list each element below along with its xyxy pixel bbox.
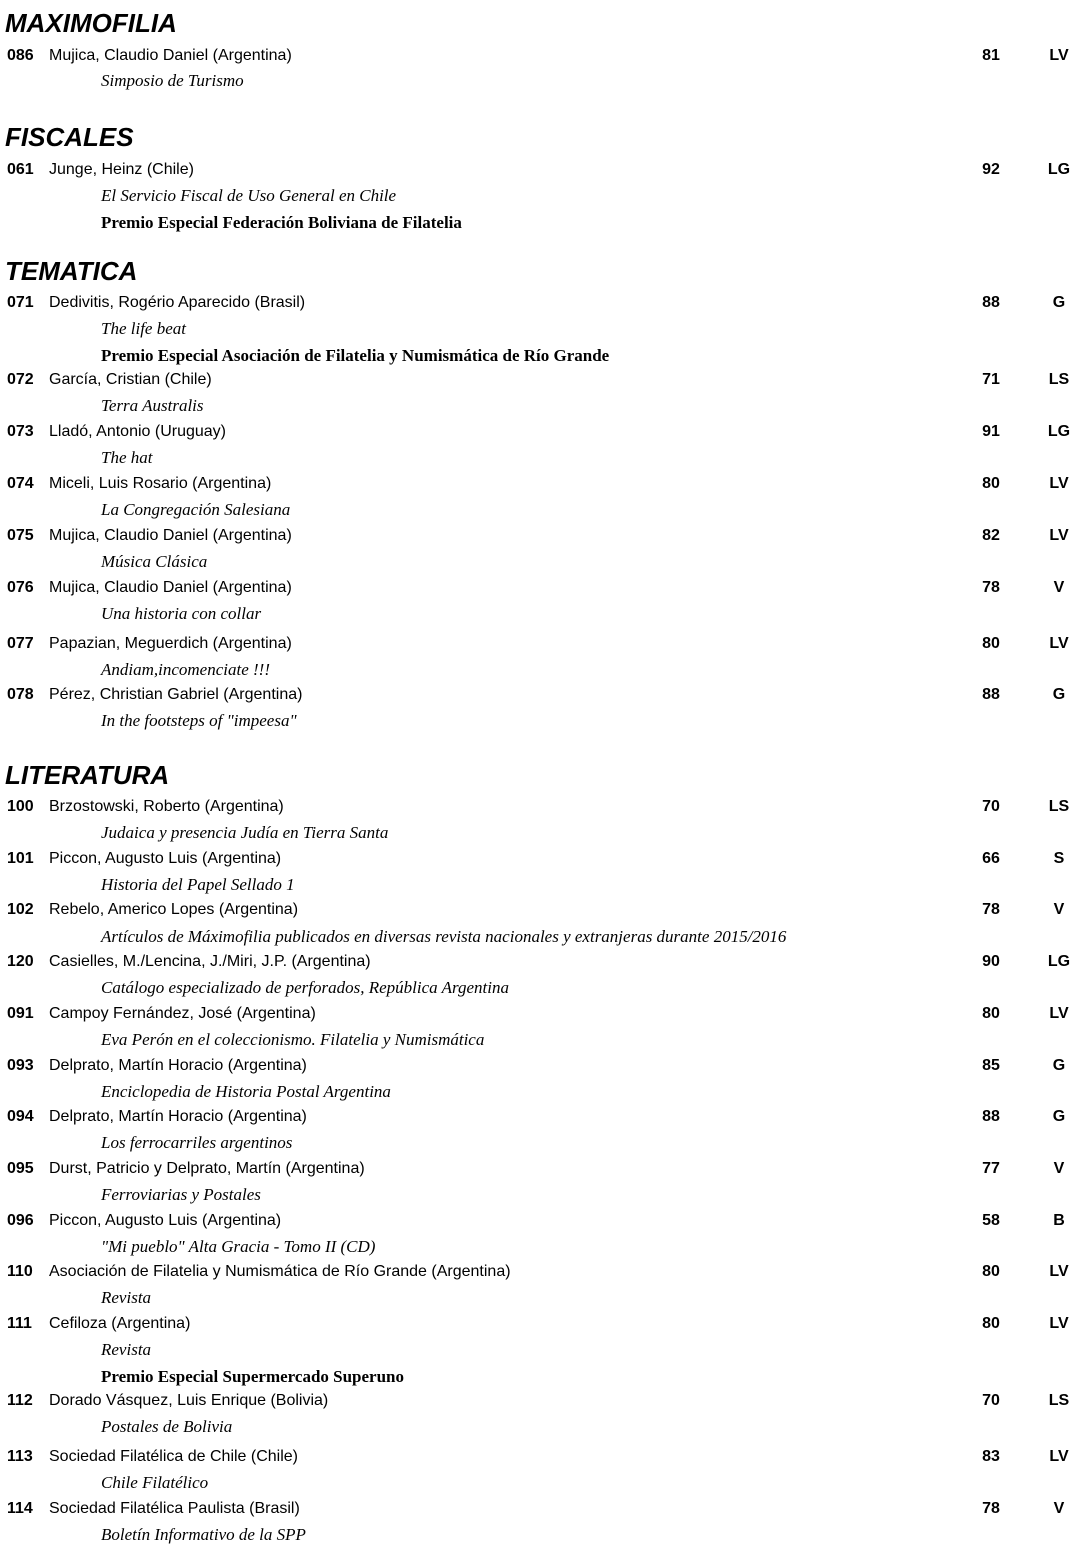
entry-row xyxy=(0,472,1079,496)
exhibitor-name: Casielles, M./Lencina, J./Miri, J.P. (Argentina) xyxy=(49,953,371,970)
entry-number: 072 xyxy=(7,371,34,388)
exhibitor-name: Lladó, Antonio (Uruguay) xyxy=(49,423,226,440)
entry-number: 078 xyxy=(7,686,34,703)
exhibitor-name: Dedivitis, Rogério Aparecido (Brasil) xyxy=(49,294,306,311)
entry-row xyxy=(0,1157,1079,1181)
special-award: Premio Especial Supermercado Superuno xyxy=(101,1367,405,1386)
entry-score: 66 xyxy=(982,850,1000,867)
entry-row xyxy=(0,368,1079,392)
medal-code: B xyxy=(1053,1212,1065,1229)
entry-number: 071 xyxy=(7,294,34,311)
entry-score: 78 xyxy=(982,579,1000,596)
entry-row xyxy=(0,1312,1079,1336)
medal-code: G xyxy=(1052,1108,1066,1125)
entry-number: 114 xyxy=(7,1500,33,1517)
entry-score: 71 xyxy=(982,371,1000,388)
entry-score: 83 xyxy=(982,1448,1000,1465)
entry-row xyxy=(0,1105,1079,1129)
exhibitor-name: Miceli, Luis Rosario (Argentina) xyxy=(49,475,272,492)
exhibit-title: Terra Australis xyxy=(101,396,204,415)
exhibit-title: The hat xyxy=(101,448,153,467)
exhibitor-name: Mujica, Claudio Daniel (Argentina) xyxy=(49,47,292,64)
medal-code: LS xyxy=(1048,1392,1070,1409)
medal-code: V xyxy=(1053,901,1065,918)
exhibit-title: Catálogo especializado de perforados, República Argentina xyxy=(101,978,509,997)
medal-code: LV xyxy=(1049,1448,1069,1465)
exhibit-title: La Congregación Salesiana xyxy=(101,500,291,519)
entry-score: 78 xyxy=(982,901,1000,918)
medal-code: G xyxy=(1052,686,1066,703)
entry-score: 88 xyxy=(982,1108,1000,1125)
exhibit-title: In the footsteps of "impeesa" xyxy=(101,711,297,730)
entry-number: 094 xyxy=(7,1108,34,1125)
medal-code: V xyxy=(1053,1160,1065,1177)
entry-number: 100 xyxy=(7,798,34,815)
entry-score: 58 xyxy=(982,1212,1000,1229)
exhibitor-name: Asociación de Filatelia y Numismática de Río Grande (Argentina) xyxy=(49,1263,511,1280)
exhibitor-name: Rebelo, Americo Lopes (Argentina) xyxy=(49,901,299,918)
entry-number: 102 xyxy=(7,901,34,918)
exhibitor-name: Pérez, Christian Gabriel (Argentina) xyxy=(49,686,303,703)
entry-row xyxy=(0,1497,1079,1521)
medal-code: LV xyxy=(1049,527,1069,544)
exhibitor-name: Mujica, Claudio Daniel (Argentina) xyxy=(49,579,292,596)
entry-score: 78 xyxy=(982,1500,1000,1517)
exhibit-title: The life beat xyxy=(101,319,186,338)
medal-code: LG xyxy=(1047,161,1071,178)
entry-number: 093 xyxy=(7,1057,34,1074)
entry-number: 091 xyxy=(7,1005,34,1022)
exhibit-title: Eva Perón en el coleccionismo. Filatelia y Numismática xyxy=(101,1030,485,1049)
medal-code: V xyxy=(1053,579,1065,596)
exhibitor-name: Campoy Fernández, José (Argentina) xyxy=(49,1005,316,1022)
entry-row xyxy=(0,158,1079,182)
section-title: TEMATICA xyxy=(5,256,138,286)
entry-score: 81 xyxy=(982,47,1000,64)
medal-code: S xyxy=(1053,850,1065,867)
entry-row xyxy=(0,1260,1079,1284)
entry-row xyxy=(0,795,1079,819)
entry-score: 80 xyxy=(982,1315,1000,1332)
medal-code: LV xyxy=(1049,1315,1069,1332)
medal-code: LV xyxy=(1049,635,1069,652)
entry-row xyxy=(0,1054,1079,1078)
exhibitor-name: Sociedad Filatélica de Chile (Chile) xyxy=(49,1448,299,1465)
entry-number: 120 xyxy=(7,953,34,970)
section-title: LITERATURA xyxy=(5,760,170,790)
entry-row xyxy=(0,898,1079,922)
exhibit-title: Andiam,incomenciate !!! xyxy=(101,660,270,679)
entry-score: 88 xyxy=(982,686,1000,703)
medal-code: LS xyxy=(1048,371,1070,388)
exhibitor-name: Brzostowski, Roberto (Argentina) xyxy=(49,798,284,815)
entry-score: 88 xyxy=(982,294,1000,311)
entry-score: 82 xyxy=(982,527,1000,544)
exhibit-title: Los ferrocarriles argentinos xyxy=(101,1133,293,1152)
exhibitor-name: Delprato, Martín Horacio (Argentina) xyxy=(49,1108,307,1125)
entry-row xyxy=(0,1389,1079,1413)
entry-number: 101 xyxy=(7,850,34,867)
entry-row xyxy=(0,632,1079,656)
exhibit-title: Historia del Papel Sellado 1 xyxy=(101,875,295,894)
exhibit-title: Revista xyxy=(101,1288,152,1307)
entry-row xyxy=(0,683,1079,707)
entry-row xyxy=(0,1445,1079,1469)
entry-score: 80 xyxy=(982,1005,1000,1022)
entry-score: 80 xyxy=(982,1263,1000,1280)
exhibitor-name: Cefiloza (Argentina) xyxy=(49,1315,191,1332)
medal-code: LV xyxy=(1049,1005,1069,1022)
entry-number: 112 xyxy=(7,1392,33,1409)
exhibitor-name: Papazian, Meguerdich (Argentina) xyxy=(49,635,292,652)
exhibitor-name: García, Cristian (Chile) xyxy=(49,371,212,388)
exhibitor-name: Durst, Patricio y Delprato, Martín (Argentina) xyxy=(49,1160,365,1177)
section-title: MAXIMOFILIA xyxy=(5,8,177,38)
entry-number: 110 xyxy=(7,1263,33,1280)
exhibitor-name: Junge, Heinz (Chile) xyxy=(49,161,194,178)
entry-row xyxy=(0,576,1079,600)
entry-row xyxy=(0,950,1079,974)
exhibit-title: Revista xyxy=(101,1340,152,1359)
entry-row xyxy=(0,1002,1079,1026)
exhibitor-name: Delprato, Martín Horacio (Argentina) xyxy=(49,1057,307,1074)
entry-number: 074 xyxy=(7,475,34,492)
entry-score: 91 xyxy=(982,423,1000,440)
entry-score: 80 xyxy=(982,475,1000,492)
medal-code: V xyxy=(1053,1500,1065,1517)
entry-row xyxy=(0,1209,1079,1233)
exhibit-title: Una historia con collar xyxy=(101,604,262,623)
special-award: Premio Especial Asociación de Filatelia y Numismática de Río Grande xyxy=(101,346,610,365)
entry-number: 096 xyxy=(7,1212,34,1229)
medal-code: LV xyxy=(1049,1263,1069,1280)
exhibit-title: Música Clásica xyxy=(101,552,208,571)
entry-score: 77 xyxy=(982,1160,1000,1177)
exhibit-title: Ferroviarias y Postales xyxy=(101,1185,261,1204)
section-title: FISCALES xyxy=(5,122,134,152)
special-award: Premio Especial Federación Boliviana de Filatelia xyxy=(101,213,462,232)
entry-row xyxy=(0,291,1079,315)
entry-number: 095 xyxy=(7,1160,34,1177)
entry-score: 80 xyxy=(982,635,1000,652)
exhibit-title: Boletín Informativo de la SPP xyxy=(101,1525,306,1544)
exhibit-title: Artículos de Máximofilia publicados en diversas revista nacionales y extranjeras durante 2015/2016 xyxy=(101,927,787,946)
medal-code: LG xyxy=(1047,423,1071,440)
exhibitor-name: Mujica, Claudio Daniel (Argentina) xyxy=(49,527,292,544)
entry-score: 70 xyxy=(982,1392,1000,1409)
exhibit-title: Judaica y presencia Judía en Tierra Santa xyxy=(101,823,389,842)
exhibitor-name: Piccon, Augusto Luis (Argentina) xyxy=(49,1212,282,1229)
exhibit-title: Postales de Bolivia xyxy=(101,1417,233,1436)
entry-number: 076 xyxy=(7,579,34,596)
exhibit-title: Enciclopedia de Historia Postal Argentina xyxy=(101,1082,391,1101)
entry-score: 70 xyxy=(982,798,1000,815)
entry-score: 90 xyxy=(982,953,1000,970)
exhibitor-name: Piccon, Augusto Luis (Argentina) xyxy=(49,850,282,867)
entry-row xyxy=(0,524,1079,548)
medal-code: LS xyxy=(1048,798,1070,815)
entry-row xyxy=(0,847,1079,871)
medal-code: LV xyxy=(1049,47,1069,64)
entry-number: 061 xyxy=(7,161,34,178)
exhibitor-name: Sociedad Filatélica Paulista (Brasil) xyxy=(49,1500,300,1517)
exhibit-title: El Servicio Fiscal de Uso General en Chile xyxy=(101,186,397,205)
exhibit-title: "Mi pueblo" Alta Gracia - Tomo II (CD) xyxy=(101,1237,376,1256)
entry-number: 086 xyxy=(7,47,34,64)
entry-row xyxy=(0,44,1079,68)
entry-number: 113 xyxy=(7,1448,33,1465)
exhibitor-name: Dorado Vásquez, Luis Enrique (Bolivia) xyxy=(49,1392,329,1409)
medal-code: LV xyxy=(1049,475,1069,492)
medal-code: G xyxy=(1052,1057,1066,1074)
entry-row xyxy=(0,420,1079,444)
exhibit-title: Chile Filatélico xyxy=(101,1473,209,1492)
medal-code: LG xyxy=(1047,953,1071,970)
entry-score: 85 xyxy=(982,1057,1000,1074)
entry-number: 111 xyxy=(7,1315,32,1332)
entry-number: 075 xyxy=(7,527,34,544)
medal-code: G xyxy=(1052,294,1066,311)
entry-number: 073 xyxy=(7,423,34,440)
entry-score: 92 xyxy=(982,161,1000,178)
entry-number: 077 xyxy=(7,635,34,652)
exhibit-title: Simposio de Turismo xyxy=(101,71,244,90)
